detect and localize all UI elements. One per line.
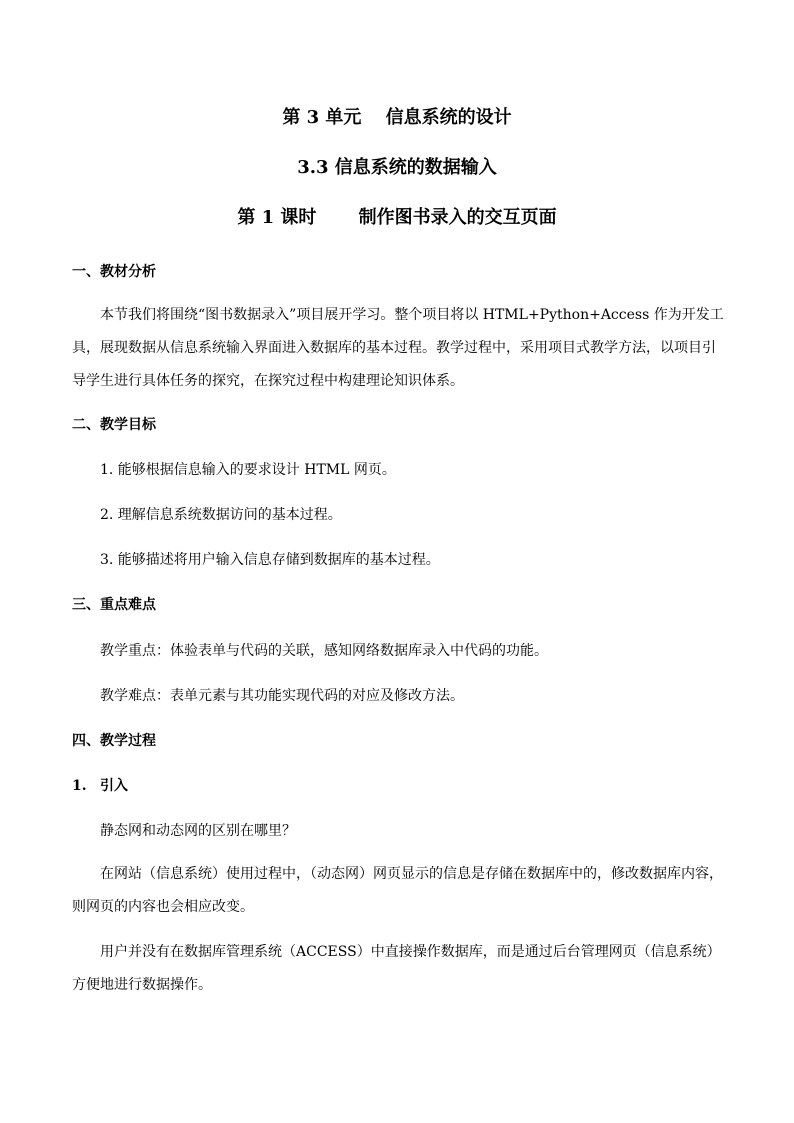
- lesson-title: 第 1 课时 制作图书录入的交互页面: [237, 207, 557, 228]
- goal-item: 2. 理解信息系统数据访问的基本过程。: [100, 507, 342, 523]
- teaching-focus: 教学重点：体验表单与代码的关联，感知网络数据库录入中代码的功能。: [100, 643, 548, 659]
- goal-item: 1. 能够根据信息输入的要求设计 HTML 网页。: [100, 462, 396, 478]
- unit-title: 第 3 单元 信息系统的设计: [282, 107, 512, 128]
- intro-paragraph-2: 用户并没有在数据库管理系统（ACCESS）中直接操作数据库，而是通过后台管理网页（信息系统）方便地进行数据操作。: [72, 944, 721, 993]
- intro-label: 引入: [100, 778, 128, 794]
- material-analysis-paragraph: 本节我们将围绕“图书数据录入”项目展开学习。整个项目将以 HTML+Python+Access 作为开发工具，展现数据从信息系统输入界面进入数据库的基本过程。教学过程中，采用项目式教学方法，以项目引导学生进行具体任务的探究，在探究过程中构建理论知识体系。: [72, 307, 724, 389]
- intro-paragraph-1: 在网站（信息系统）使用过程中，（动态网）网页显示的信息是存储在数据库中的，修改数据库内容，则网页的内容也会相应改变。: [72, 866, 723, 915]
- section-title: 3.3 信息系统的数据输入: [297, 157, 497, 178]
- goals-heading: 二、教学目标: [72, 417, 156, 433]
- intro-subheading: [72, 776, 128, 796]
- key-points-heading: 三、重点难点: [72, 597, 156, 613]
- teaching-difficulty: 教学难点：表单元素与其功能实现代码的对应及修改方法。: [100, 688, 464, 704]
- goal-item: 3. 能够描述将用户输入信息存储到数据库的基本过程。: [100, 552, 440, 568]
- intro-question: 静态网和动态网的区别在哪里？: [100, 823, 296, 839]
- process-heading: 四、教学过程: [72, 733, 156, 749]
- material-analysis-heading: 一、教材分析: [72, 264, 156, 280]
- intro-number: 1.: [72, 778, 87, 794]
